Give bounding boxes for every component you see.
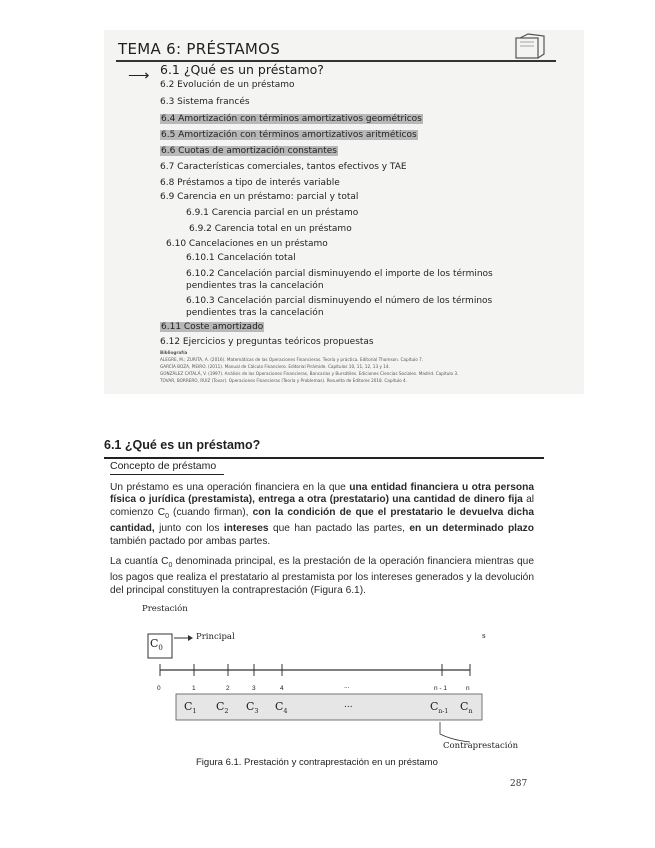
section-divider xyxy=(104,457,544,459)
figure-label-principal: Principal xyxy=(196,632,235,642)
figure-caption: Figura 6.1. Prestación y contraprestación en un préstamo xyxy=(196,757,438,768)
toc-item: 6.5 Amortización con términos amortizativos aritméticos xyxy=(161,130,417,140)
toc-item: 6.7 Características comerciales, tantos efectivos y TAE xyxy=(160,162,407,172)
contraprestacion-bracket xyxy=(440,722,470,742)
toc-subitem: 6.9.2 Carencia total en un préstamo xyxy=(189,224,352,234)
current-item-arrow-icon: ⟶ xyxy=(128,67,150,84)
tick-label: 2 xyxy=(226,685,230,692)
toc-current-item: 6.1 ¿Qué es un préstamo? xyxy=(160,62,324,77)
principal-arrowhead xyxy=(188,635,193,641)
payment-label: ... xyxy=(344,700,353,710)
tick-label: 1 xyxy=(192,685,196,692)
figure-label-s: s xyxy=(482,632,486,640)
toc-subitem: 6.10.1 Cancelación total xyxy=(186,253,296,263)
slide-title: TEMA 6: PRÉSTAMOS xyxy=(118,40,281,58)
toc-item: 6.8 Préstamos a tipo de interés variable xyxy=(160,178,340,188)
payment-label: $C_{n-1}$ xyxy=(430,700,449,716)
toc-subitem: pendientes tras la cancelación xyxy=(186,308,324,318)
tick-label: 0 xyxy=(157,685,161,692)
bibliography-title: Bibliografía xyxy=(160,350,188,355)
tick-label: n xyxy=(466,685,470,692)
payment-label: $C_n$ xyxy=(460,700,473,716)
toc-item: 6.6 Cuotas de amortización constantes xyxy=(161,146,338,156)
toc-item: 6.12 Ejercicios y preguntas teóricos propuestas xyxy=(160,337,374,347)
toc-item: 6.2 Evolución de un préstamo xyxy=(160,80,295,90)
figure-label-prestacion: Prestación xyxy=(142,604,188,614)
toc-item: 6.10 Cancelaciones en un préstamo xyxy=(166,239,328,249)
subheading-underline xyxy=(110,474,224,475)
toc-item: 6.9 Carencia en un préstamo: parcial y total xyxy=(160,192,359,202)
toc-subitem: 6.9.1 Carencia parcial en un préstamo xyxy=(186,208,359,218)
page-number: 287 xyxy=(510,779,528,789)
toc-item: 6.11 Coste amortizado xyxy=(161,322,264,332)
payment-label: $C_2$ xyxy=(216,700,229,716)
figure-label-contraprestacion: Contraprestación xyxy=(443,741,519,751)
bibliography-entry: ALEGRE, M.; ZURITA, A. (2016). Matemáticas de las Operaciones Financieras. Teoría y práctica. Editorial Thomson. Capítulo 7. xyxy=(160,357,424,362)
bibliography-entry: GONZÁLEZ CATALÁ, V. (1997). Análisis de las Operaciones Financieras, Bancarias y Bursátiles. Ediciones Ciencias Sociales. Madrid. Capítulo 3. xyxy=(160,371,459,376)
subheading: Concepto de préstamo xyxy=(110,460,217,472)
toc-subitem: pendientes tras la cancelación xyxy=(186,281,324,291)
tick-label: 4 xyxy=(280,685,284,692)
definition-paragraph: Un préstamo es una operación financiera en la que una entidad financiera u otra persona física o jurídica (prestamista), entrega a otra (prestatario) una cantidad de dinero fija al comienzo $C_0$ (cuando firman), con la condición de que el prestatario le devuelva dicha cantidad, junto con los intereses que han pactado las partes, en un determinado plazo también pactado por ambas partes. xyxy=(110,482,534,547)
payment-label: $C_4$ xyxy=(275,700,288,716)
toc-item: 6.4 Amortización con términos amortizativos geométricos xyxy=(161,114,422,124)
tick-label: 3 xyxy=(252,685,256,692)
c0-label: $C_0$ xyxy=(150,637,163,653)
section-title: 6.1 ¿Qué es un préstamo? xyxy=(104,438,261,452)
toc-subitem: 6.10.3 Cancelación parcial disminuyendo el número de los términos xyxy=(186,296,493,306)
payment-label: $C_3$ xyxy=(246,700,259,716)
principal-paragraph: La cuantía $C_0$ denominada principal, es la prestación de la operación financiera mientras que los pagos que realiza el prestatario al prestamista por los intereses generados y la devolución del principal constituyen la contraprestación (Figura 6.1). xyxy=(110,556,534,596)
toc-item: 6.3 Sistema francés xyxy=(160,97,250,107)
payment-label: $C_1$ xyxy=(184,700,197,716)
toc-subitem: 6.10.2 Cancelación parcial disminuyendo el importe de los términos xyxy=(186,269,493,279)
tick-label: ... xyxy=(344,683,350,690)
bibliography-entry: TOVAR, BORRERO, RUIZ (Tovar). Operaciones Financieras (Teoría y Problemas). Resuelta de Editores 2018. Capítulo 4. xyxy=(160,378,408,383)
book-logo-icon xyxy=(514,32,548,62)
bibliography-entry: GARCÍA BOZA, PIEIRO. (2011). Manual de Cálculo Financiero. Editorial Pirámide. Capítulos 10, 11, 12, 13 y 14. xyxy=(160,364,390,369)
tick-label: n - 1 xyxy=(434,685,448,692)
